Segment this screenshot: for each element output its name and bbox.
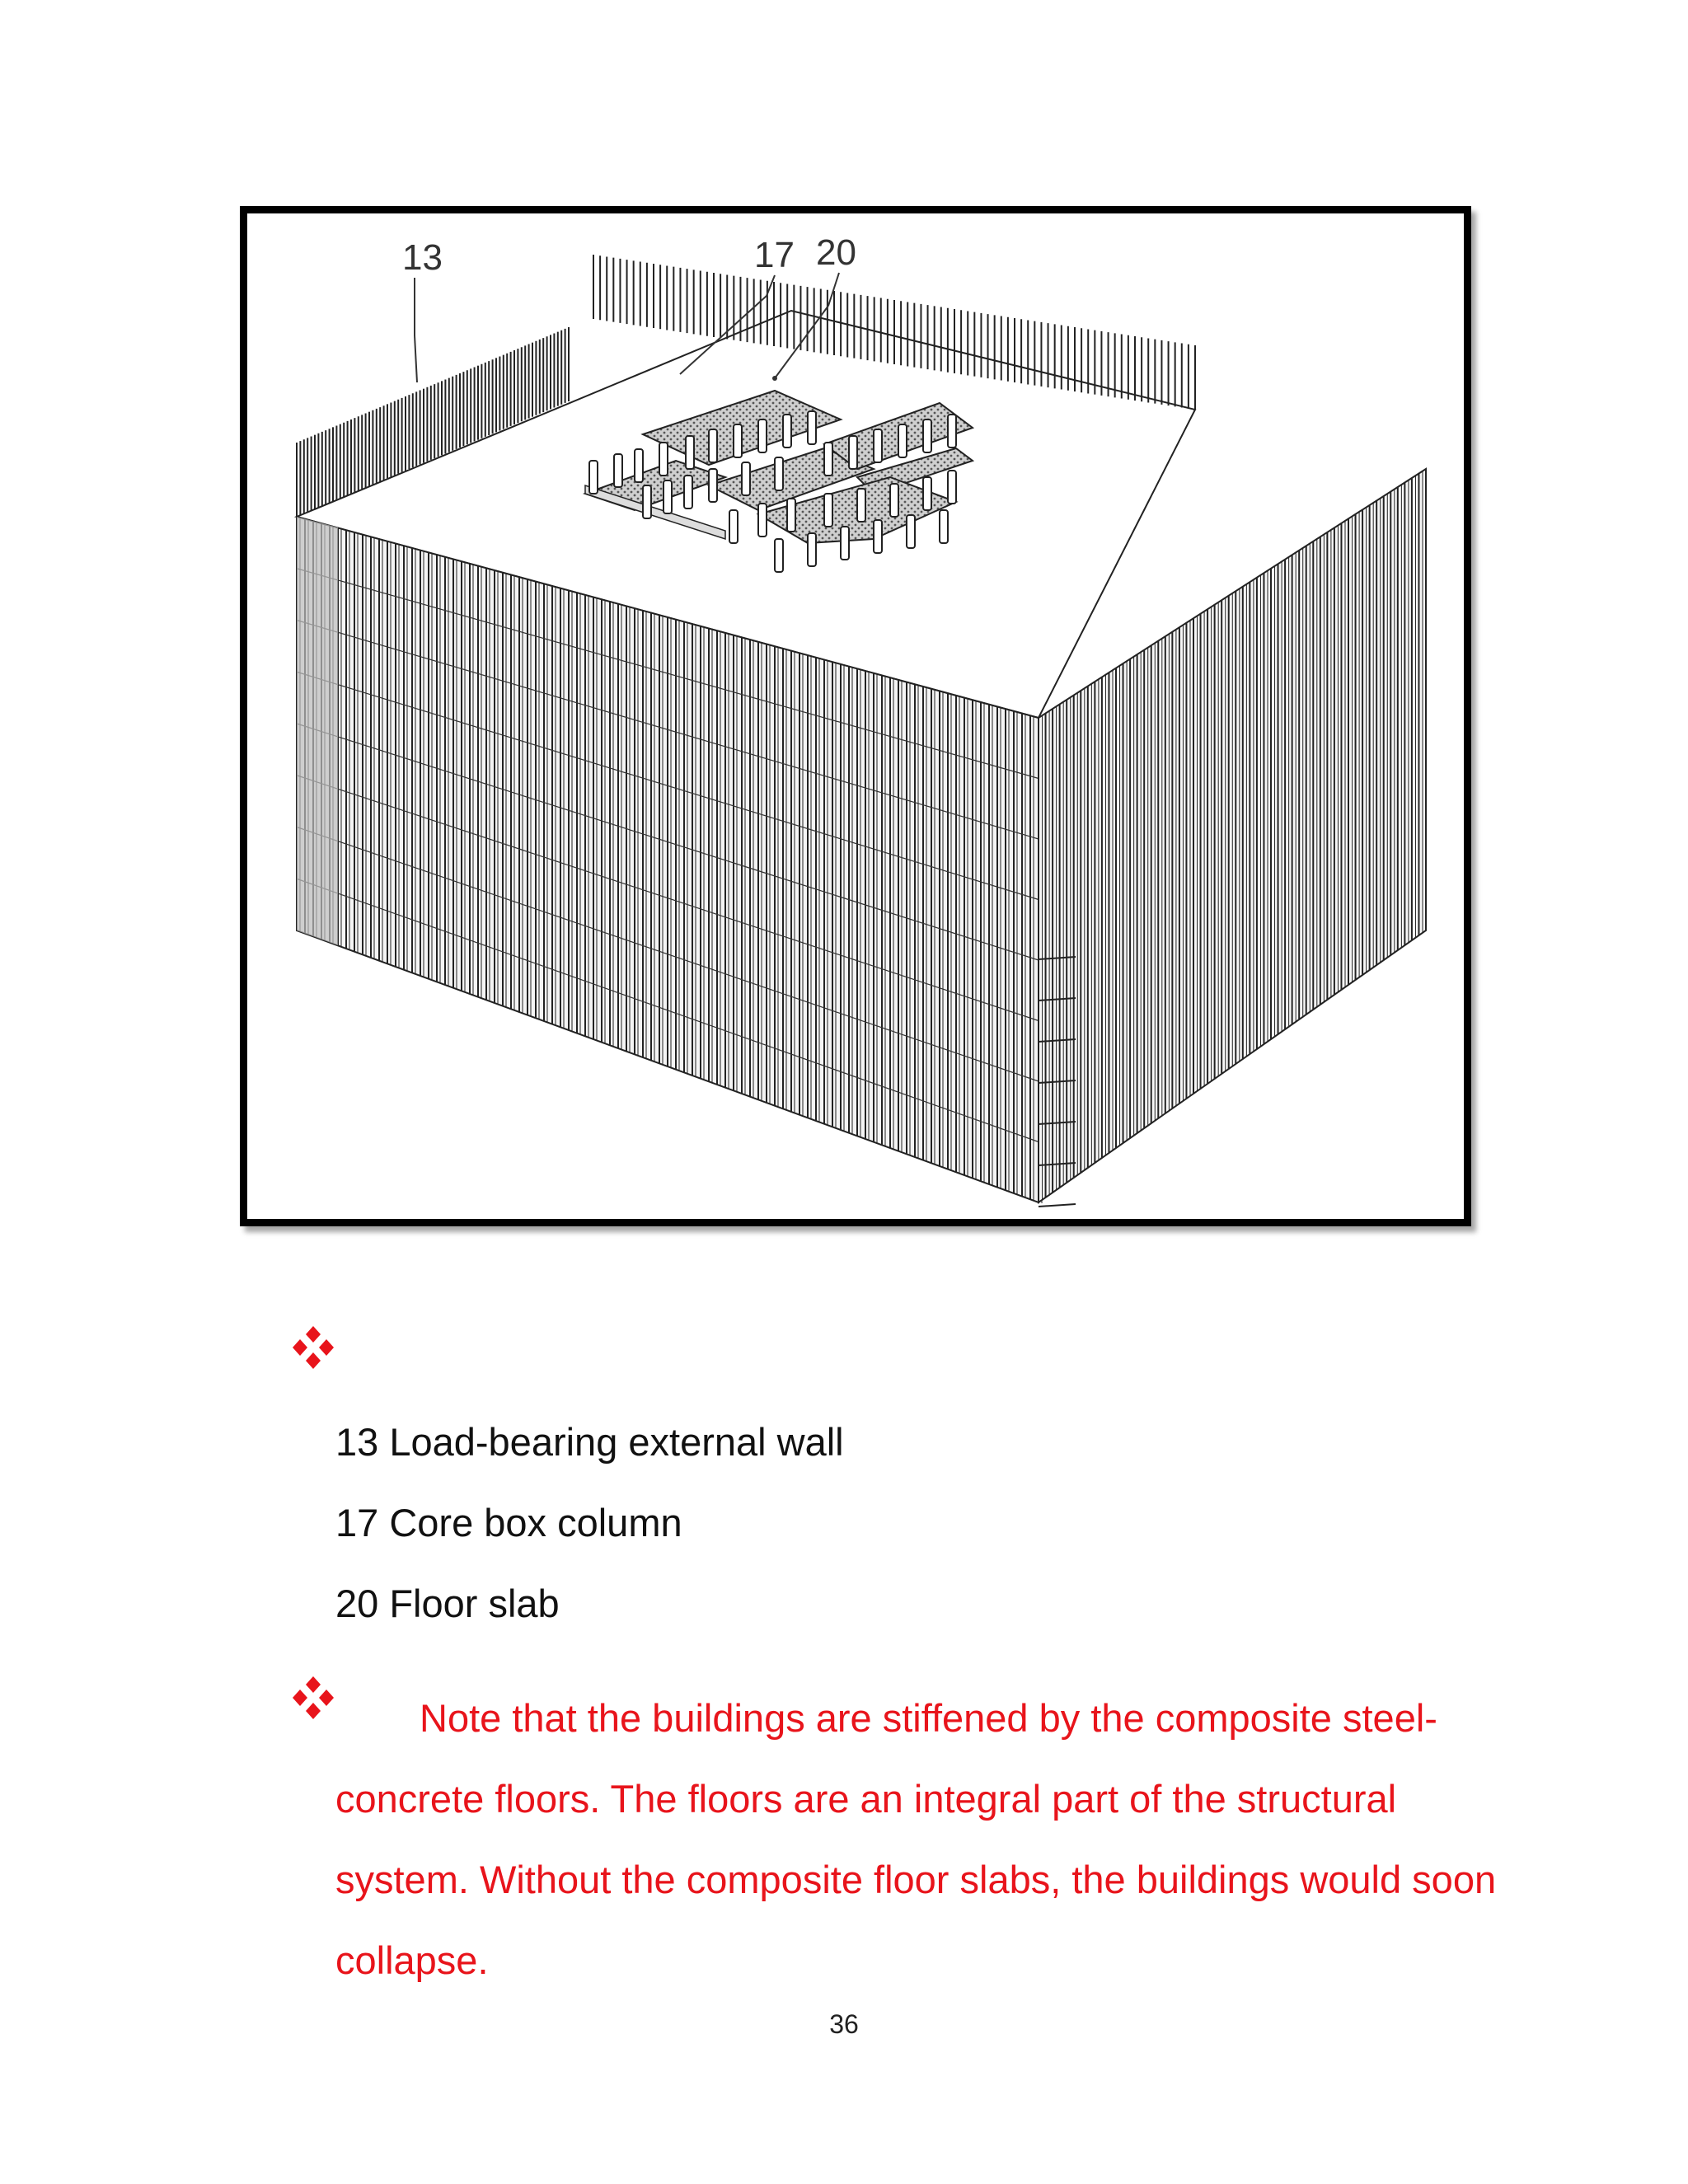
building-drawing	[247, 213, 1464, 1219]
structure-figure	[240, 206, 1471, 1226]
callout-13: 13	[402, 237, 443, 278]
callout-20: 20	[816, 232, 856, 273]
legend-item-20: 20 Floor slab	[335, 1582, 560, 1625]
page-number: 36	[829, 2009, 859, 2039]
bullet-ornament-icon	[288, 1323, 338, 1372]
callout-17: 17	[754, 235, 795, 275]
bullet-ornament-icon	[288, 1673, 338, 1722]
note-paragraph: Note that the buildings are stiffened by the composite steel-concrete floors. The floors are an integral part of the structural system. Without the composite floor slabs, the buildings would soon collapse.	[335, 1696, 1497, 1982]
legend-item-13: 13 Load-bearing external wall	[335, 1420, 844, 1464]
legend-item-17: 17 Core box column	[335, 1501, 682, 1544]
